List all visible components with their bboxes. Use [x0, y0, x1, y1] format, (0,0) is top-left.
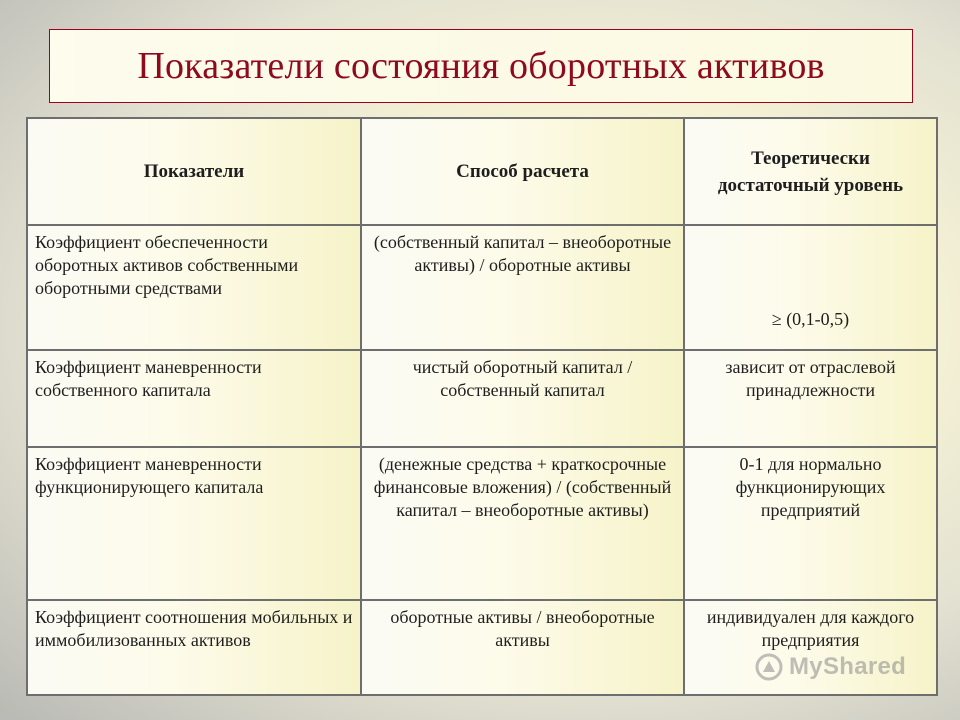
cell-indicator-name: Коэффициент маневренности собственного капитала [27, 350, 361, 447]
table-row [27, 447, 937, 600]
header-level: Теоретически достаточный уровень [684, 118, 937, 225]
table-header-row [27, 118, 937, 225]
cell-calculation-method: чистый оборотный капитал / собственный капитал [361, 350, 684, 447]
title-box [49, 29, 913, 103]
watermark-text: MyShared [789, 653, 907, 680]
cell-indicator-name: Коэффициент соотношения мобильных и иммобилизованных активов [27, 600, 361, 695]
cell-calculation-method: (денежные средства + краткосрочные финансовые вложения) / (собственный капитал – внеоборотные активы) [361, 447, 684, 600]
table-row [27, 350, 937, 447]
cell-sufficient-level: индивидуален для каждого предприятия [684, 600, 937, 695]
table-row [27, 600, 937, 695]
indicators-table [26, 117, 938, 696]
cell-indicator-name: Коэффициент обеспеченности оборотных активов собственными оборотными средствами [27, 225, 361, 350]
table-row [27, 225, 937, 350]
cell-sufficient-level: 0-1 для нормально функционирующих предприятий [684, 447, 937, 600]
cell-calculation-method: (собственный капитал – внеоборотные активы) / оборотные активы [361, 225, 684, 350]
header-indicators: Показатели [27, 118, 361, 225]
header-method: Способ расчета [361, 118, 684, 225]
cell-sufficient-level: ≥ (0,1-0,5) [684, 225, 937, 350]
cell-sufficient-level: зависит от отраслевой принадлежности [684, 350, 937, 447]
cell-indicator-name: Коэффициент маневренности функционирующего капитала [27, 447, 361, 600]
cell-calculation-method: оборотные активы / внеоборотные активы [361, 600, 684, 695]
page-title: Показатели состояния оборотных активов [137, 45, 825, 87]
